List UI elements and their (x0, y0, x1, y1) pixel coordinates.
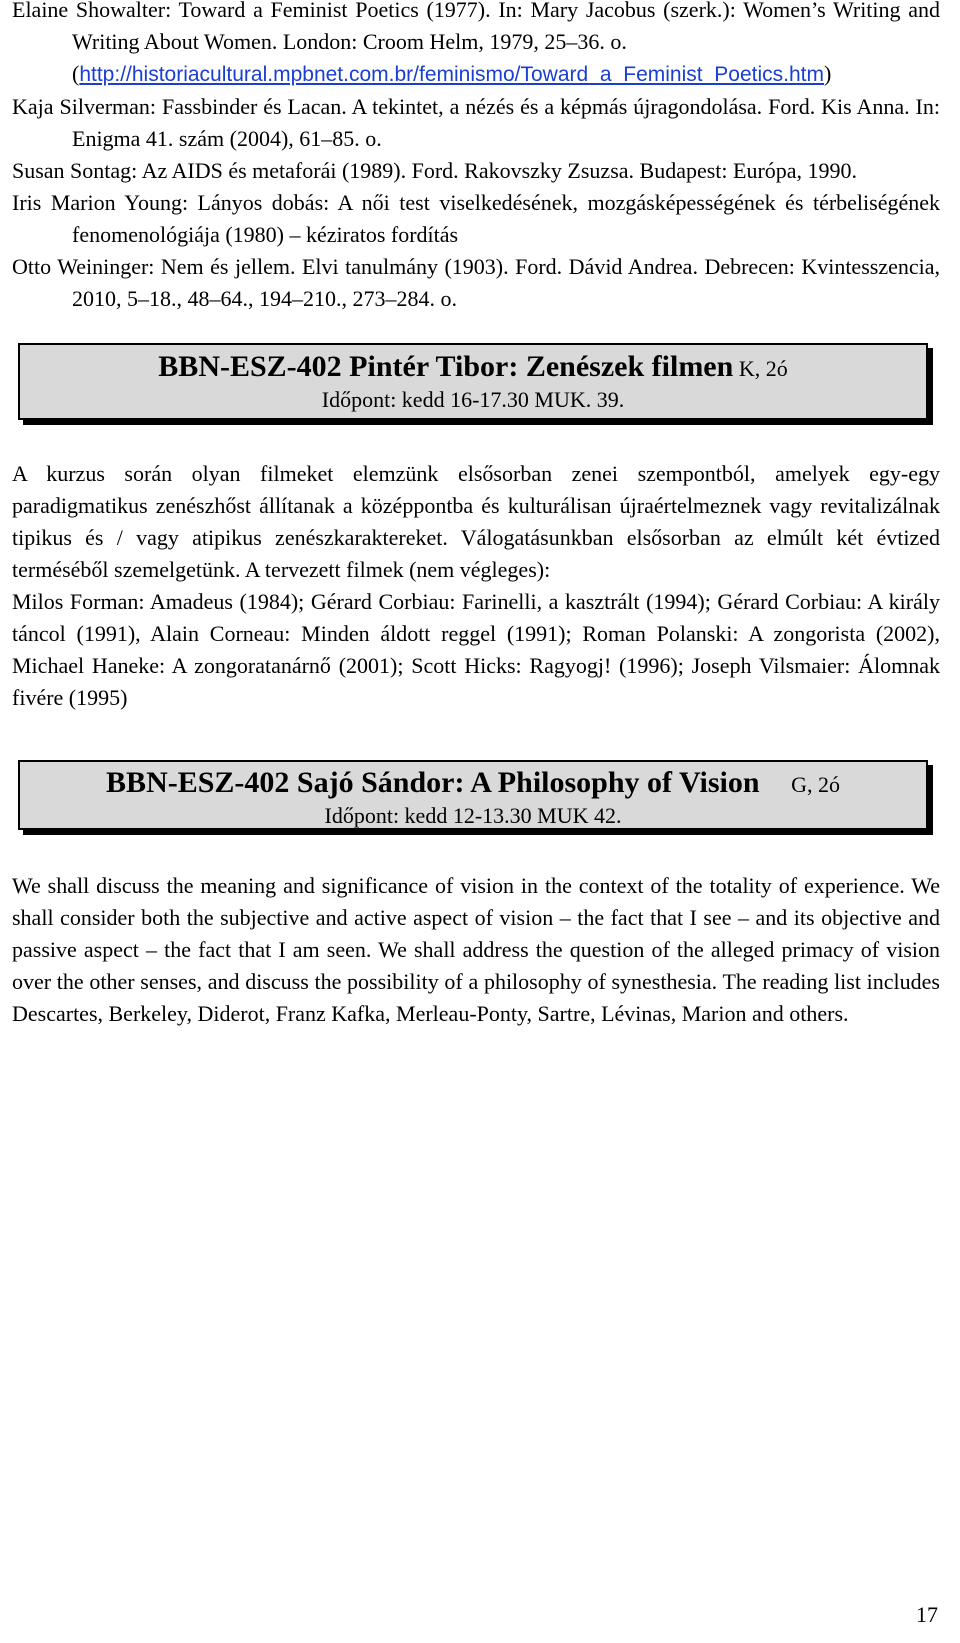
reference-list (12, 0, 940, 315)
reference-link-line (72, 58, 940, 91)
course-time: Időpont: kedd 16-17.30 MUK. 39. (321, 387, 625, 412)
reference-item: Otto Weininger: Nem és jellem. Elvi tanulmány (1903). Ford. Dávid Andrea. Debrecen: Kvintesszencia, 2010, 5–18., 48–64., 194–210., 273–284. o. (12, 254, 940, 311)
course-header-box (18, 343, 928, 420)
reference-item: Kaja Silverman: Fassbinder és Lacan. A tekintet, a nézés és a képmás újragondolása. Ford. Kis Anna. In: Enigma 41. szám (2004), 61–85. o. (12, 94, 940, 151)
course-heading (20, 348, 926, 386)
reference-link[interactable]: http://historiacultural.mpbnet.com.br/feminismo/Toward_a_Feminist_Poetics.htm (79, 63, 824, 86)
reference-item: Iris Marion Young: Lányos dobás: A női test viselkedésének, mozgásképességének és térbeliségének fenomenológiája (1980) – kéziratos fordítás (12, 190, 940, 247)
course-description: We shall discuss the meaning and significance of vision in the context of the totality of experience. We shall consider both the subjective and active aspect of vision – the fact that I see – and its objective and passive aspect – the fact that I am seen. We shall address the question of the alleged primacy of vision over the other senses, and discuss the possibility of a philosophy of synesthesia. The reading list includes Descartes, Berkeley, Diderot, Franz Kafka, Merleau-Ponty, Sartre, Lévinas, Marion and others. (12, 873, 940, 1026)
course-title: BBN-ESZ-402 Sajó Sándor: A Philosophy of Vision (106, 766, 760, 799)
link-paren-open: ( (72, 61, 80, 86)
document-page (12, 0, 940, 1030)
reference-text: Elaine Showalter: Toward a Feminist Poetics (1977). In: Mary Jacobus (szerk.): Women’s Writing and Writing About Women. London: Croom Helm, 1979, 25–36. o. (12, 0, 940, 54)
course-meta: G, 2ó (791, 772, 840, 797)
course-description: A kurzus során olyan filmeket elemzünk elsősorban zenei szempontból, amelyek egy-egy paradigmatikus zenészhőst állítanak a középpontba és kulturálisan újraértelmeznek vagy revitalizálnak tipikus és / vagy atipikus zenészkaraktereket. Válogatásunkban elsősorban az elmúlt két évtized terméséből szemelgetünk. A tervezett filmek (nem végleges): (12, 461, 940, 582)
course-title: BBN-ESZ-402 Pintér Tibor: Zenészek filmen (158, 350, 734, 383)
course-time: Időpont: kedd 12-13.30 MUK 42. (324, 803, 622, 828)
reference-item (12, 0, 940, 91)
reference-item: Susan Sontag: Az AIDS és metaforái (1989). Ford. Rakovszky Zsuzsa. Budapest: Európa, 1990. (12, 158, 858, 183)
link-paren-close: ) (823, 61, 832, 86)
course-film-list: Milos Forman: Amadeus (1984); Gérard Corbiau: Farinelli, a kasztrált (1994); Gérard Corbiau: A király táncol (1991), Alain Corneau: Minden áldott reggel (1991); Roman Polanski: A zongorista (2002), Michael Haneke: A zongoratanárnő (2001); Scott Hicks: Ragyogj! (1996); Joseph Vilsmaier: Álomnak fivére (1995) (12, 589, 940, 710)
course-meta: K, 2ó (738, 356, 788, 381)
course-header-box (18, 760, 928, 830)
page-number: 17 (916, 1602, 938, 1627)
course-heading (20, 764, 926, 802)
